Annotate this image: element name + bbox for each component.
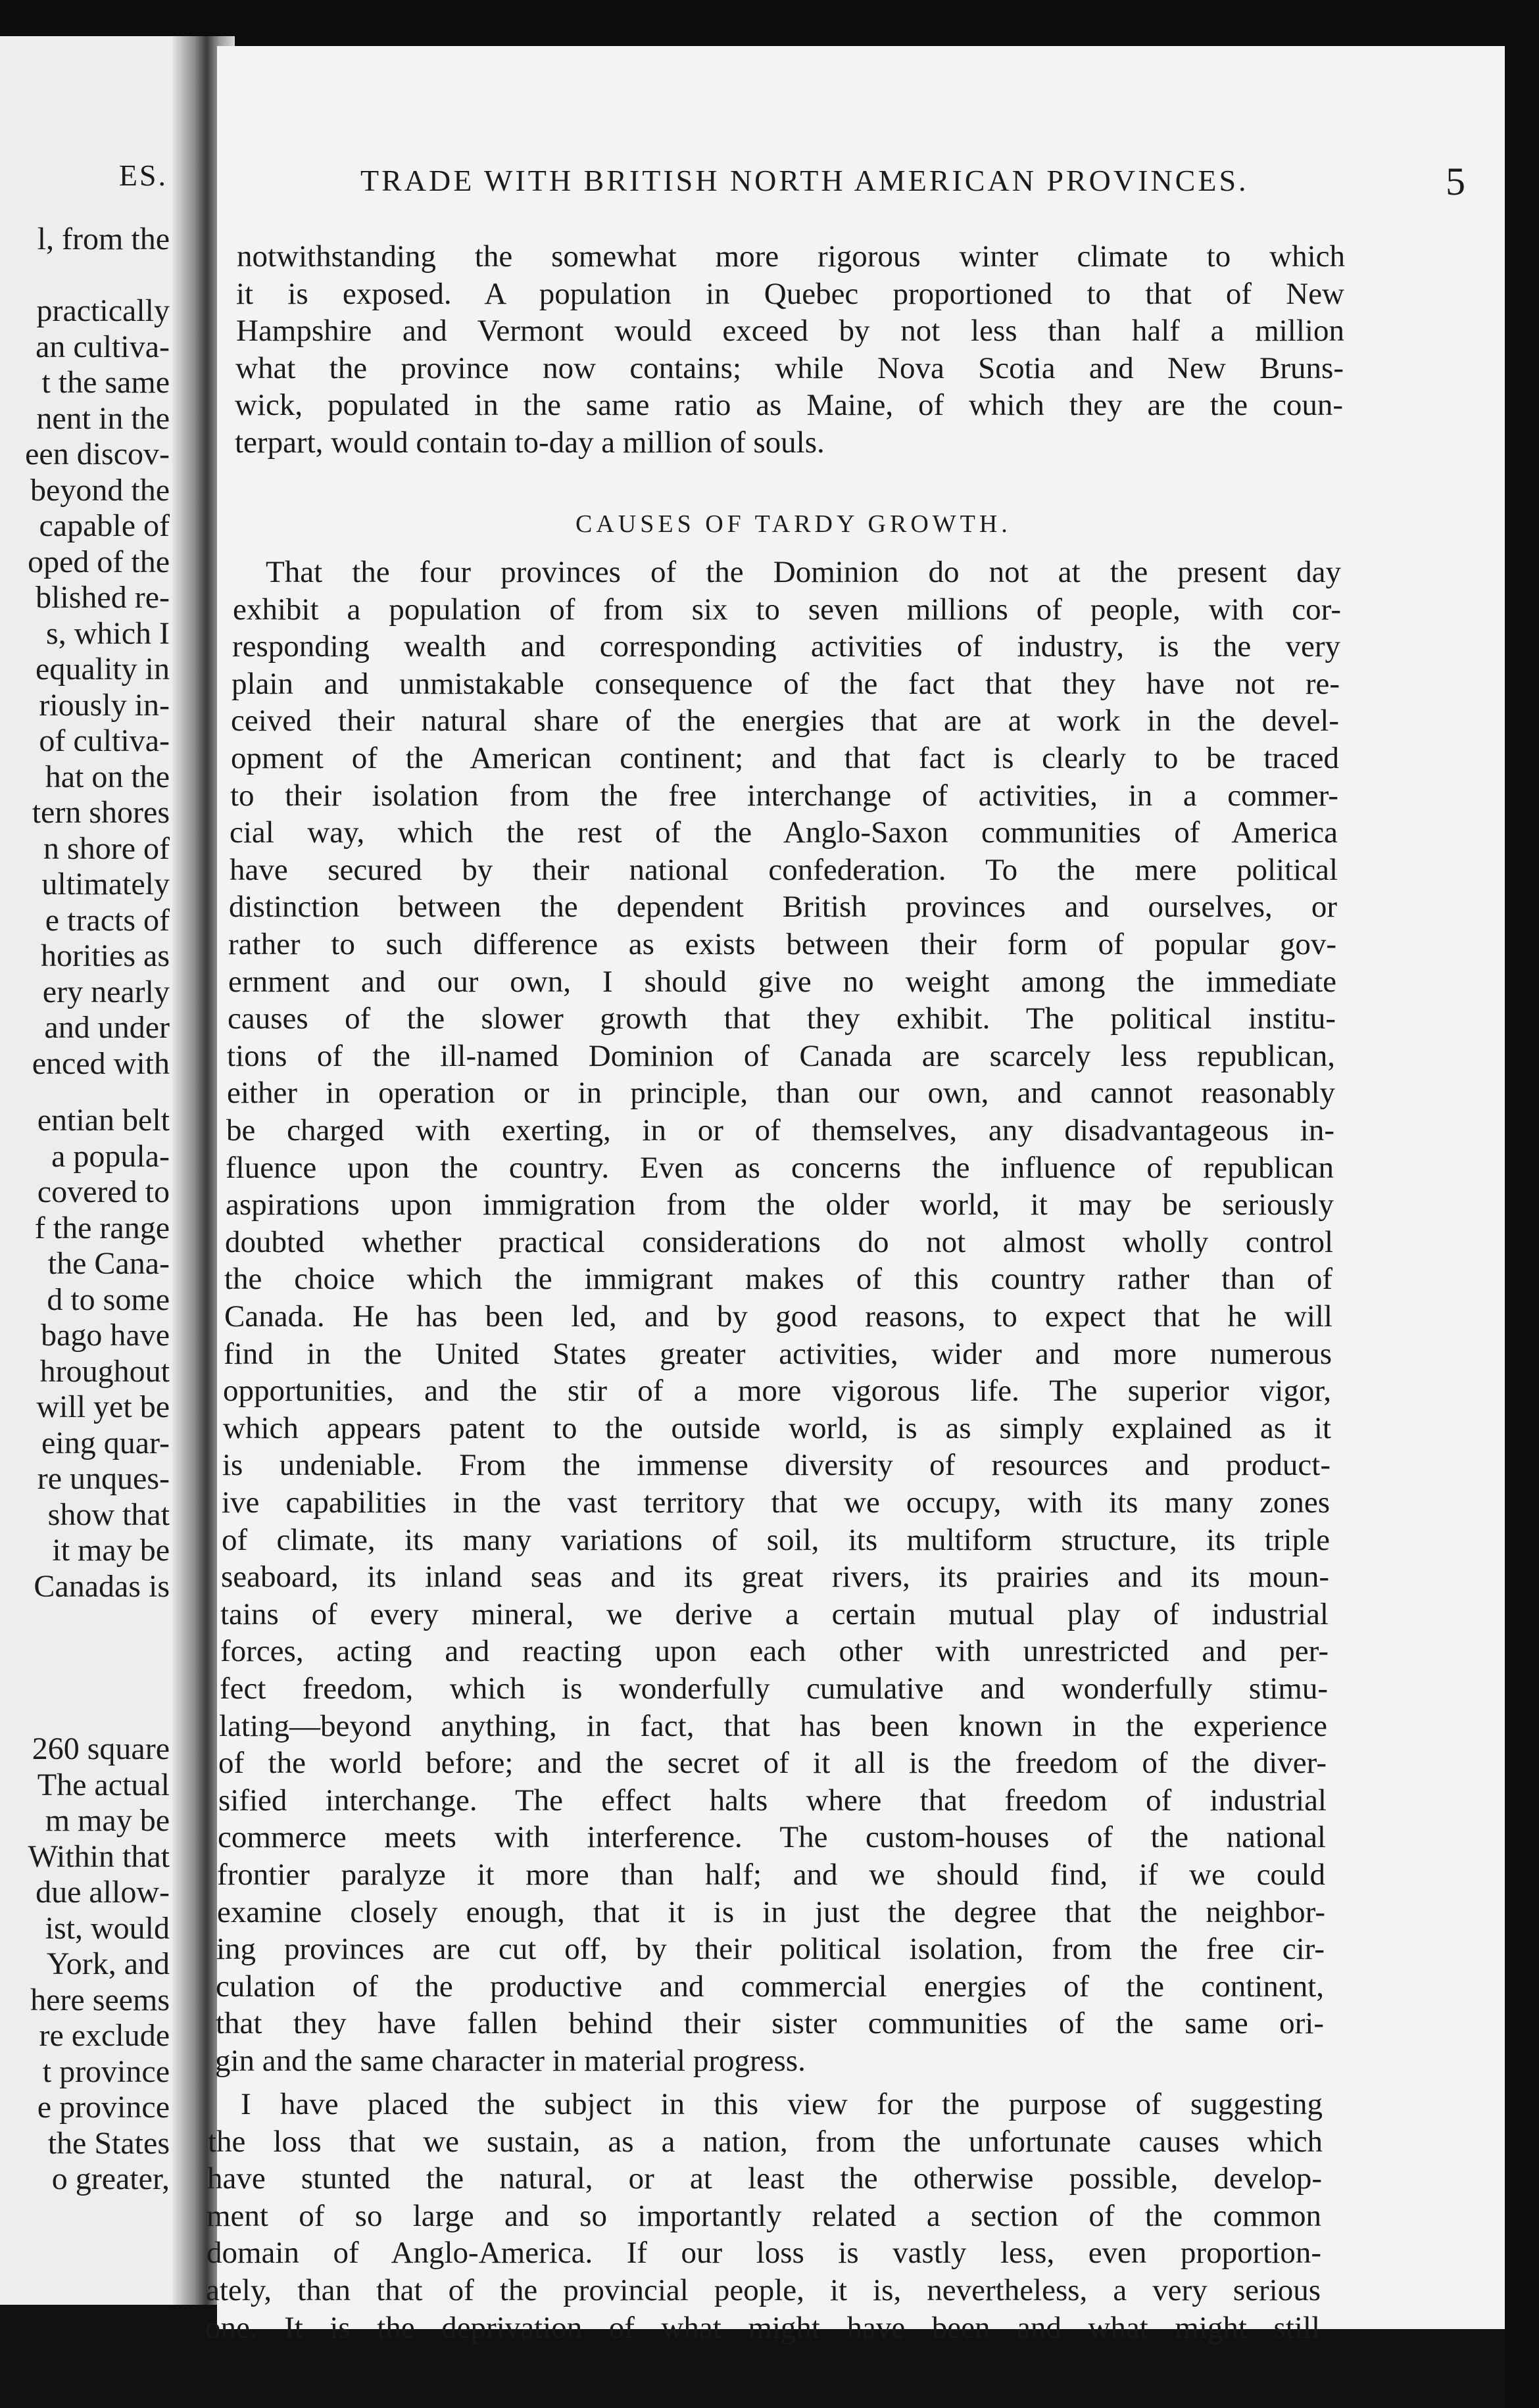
left-text-block-top (0, 222, 170, 1082)
left-text-line: ist, would (45, 1910, 170, 1946)
left-text-line: re unques- (37, 1461, 170, 1496)
text-line: have secured by their national confederation. To the mere political (230, 852, 1338, 887)
text-line: either in operation or in principle, than our own, and cannot reasonably (227, 1076, 1335, 1111)
text-line: I have placed the subject in this view for the purpose of suggesting (241, 2087, 1323, 2121)
text-line: seaboard, its inland seas and its great rivers, its prairies and its moun- (221, 1560, 1329, 1595)
text-line: to their isolation from the free interchange of activities, in a commer- (230, 778, 1338, 813)
text-line: notwithstanding the somewhat more rigorous winter climate to which (237, 239, 1345, 274)
text-line: lating—beyond anything, in fact, that has been known in the experience (219, 1708, 1327, 1743)
left-text-line: an cultiva- (36, 329, 170, 364)
left-text-line: m may be (45, 1803, 170, 1838)
left-text-line: equality in (36, 652, 170, 686)
left-text-line (0, 258, 170, 294)
left-text-line: s, which I (46, 615, 170, 651)
left-text-line: entian belt (37, 1103, 170, 1138)
left-text-line: due allow- (36, 1875, 170, 1910)
left-text-line: horities as (41, 938, 170, 973)
text-line: what the province now contains; while Nova Scotia and New Bruns- (235, 350, 1344, 385)
left-text-line: and under (44, 1010, 170, 1045)
text-line: fect freedom, which is wonderfully cumulative and wonderfully stimu- (220, 1672, 1328, 1706)
text-line: of climate, its many variations of soil, its multiform structure, its triple (222, 1522, 1330, 1557)
text-line: that they have fallen behind their sister communities of the same ori- (216, 2006, 1324, 2041)
text-line: frontier paralyze it more than half; and we should find, if we could (217, 1858, 1325, 1892)
text-line: ately, than that of the provincial people, it is, nevertheless, a very serious (206, 2273, 1321, 2307)
text-line: the choice which the immigrant makes of this country rather than of (224, 1262, 1332, 1297)
left-text-line: eing quar- (41, 1425, 170, 1460)
left-text-line: hat on the (45, 759, 170, 794)
left-text-line: l, from the (37, 222, 170, 256)
text-line: rather to such difference as exists between their form of popular gov- (228, 927, 1336, 961)
left-text-line: e province (37, 2090, 170, 2125)
left-text-line: blished re- (36, 580, 170, 615)
left-text-line: t province (42, 2054, 170, 2089)
text-line: terpart, would contain to-day a million of souls. (235, 425, 825, 460)
text-line: find in the United States greater activities, wider and more numerous (224, 1336, 1332, 1371)
text-line: be charged with exerting, in or of themselves, any disadvantageous in- (226, 1113, 1334, 1147)
left-text-line: beyond the (30, 472, 170, 508)
text-line: it is exposed. A population in Quebec proportioned to that of New (236, 276, 1344, 311)
left-text-line: the States (47, 2125, 170, 2161)
left-text-line: 260 square (32, 1731, 170, 1766)
left-text-line: een discov- (25, 437, 170, 471)
left-text-line: e tracts of (45, 902, 170, 938)
text-line: causes of the slower growth that they exhibit. The political institu- (228, 1001, 1336, 1036)
text-line: have stunted the natural, or at least the otherwise possible, develop- (207, 2161, 1322, 2196)
left-text-line: bago have (41, 1318, 170, 1353)
text-line: exhibit a population of from six to seven millions of people, with cor- (233, 592, 1341, 627)
text-line: sified interchange. The effect halts where that freedom of industrial (218, 1783, 1327, 1818)
text-line: which appears patent to the outside world, is as simply explained as it (223, 1410, 1331, 1445)
left-text-line: capable of (39, 508, 170, 543)
text-line: tains of every mineral, we derive a certain mutual play of industrial (220, 1597, 1329, 1631)
left-text-line: a popula- (51, 1138, 170, 1174)
left-text-line: riously in- (39, 687, 170, 723)
left-text-line: ery nearly (42, 974, 170, 1009)
left-text-line: will yet be (36, 1389, 170, 1424)
text-line: ceived their natural share of the energies that are at work in the devel- (231, 704, 1339, 738)
left-text-line: it may be (52, 1533, 170, 1568)
text-line: distinction between the dependent British provinces and ourselves, or (229, 890, 1337, 925)
left-running-head: ES. (118, 158, 168, 192)
left-text-line: tern shores (32, 795, 170, 830)
text-line: culation of the productive and commercial energies of the continent, (216, 1969, 1324, 2004)
left-text-line: enced with (32, 1046, 170, 1081)
left-text-line: covered to (37, 1174, 170, 1209)
left-text-line: re exclude (39, 2018, 170, 2053)
left-text-line: nent in the (36, 400, 170, 436)
text-line: one. It is the deprivation of what might have been and what might still (205, 2310, 1320, 2345)
left-text-line: f the range (34, 1210, 170, 1245)
text-line: ment of so large and so importantly related a section of the common (207, 2198, 1321, 2233)
text-line: That the four provinces of the Dominion do not at the present day (266, 555, 1341, 589)
text-line: opment of the American continent; and that fact is clearly to be traced (231, 741, 1339, 775)
running-title: TRADE WITH BRITISH NORTH AMERICAN PROVINCES. (360, 164, 1249, 197)
text-line: the loss that we sustain, as a nation, from the unfortunate causes which (208, 2124, 1323, 2159)
left-text-line: the Cana- (47, 1246, 170, 1281)
text-line: of the world before; and the secret of it all is the freedom of the diver- (218, 1746, 1327, 1781)
left-text-line: hroughout (39, 1353, 170, 1389)
left-text-line: The actual (37, 1767, 170, 1802)
left-text-line: Canadas is (34, 1568, 170, 1604)
text-line: is undeniable. From the immense diversity of resources and product- (222, 1448, 1331, 1483)
text-line: wick, populated in the same ratio as Maine, of which they are the coun- (235, 388, 1343, 423)
left-text-line: of cultiva- (39, 723, 170, 758)
text-line: plain and unmistakable consequence of the fact that they have not re- (232, 666, 1340, 701)
running-head (360, 160, 1465, 209)
text-line: aspirations upon immigration from the older world, it may be seriously (226, 1188, 1334, 1222)
text-line: examine closely enough, that it is in just the degree that the neighbor- (217, 1894, 1325, 1929)
text-line: opportunities, and the stir of a more vigorous life. The superior vigor, (223, 1374, 1331, 1409)
left-text-line: o greater, (51, 2161, 170, 2196)
right-page (205, 46, 1505, 2345)
text-line: commerce meets with interference. The custom-houses of the national (218, 1820, 1326, 1855)
page-number: 5 (1446, 160, 1465, 203)
left-text-block-bottom (0, 1731, 170, 2198)
text-line: fluence upon the country. Even as concerns the influence of republican (226, 1150, 1334, 1185)
left-text-line: practically (36, 293, 170, 328)
left-text-line: oped of the (28, 544, 170, 579)
text-line: ive capabilities in the vast territory that we occupy, with its many zones (222, 1485, 1330, 1520)
left-text-line: d to some (47, 1282, 170, 1317)
text-line: Hampshire and Vermont would exceed by not less than half a million (236, 314, 1344, 349)
text-line: domain of Anglo-America. If our loss is vastly less, even proportion- (207, 2236, 1321, 2271)
text-line: Canada. He has been led, and by good reasons, to expect that he will (224, 1299, 1332, 1334)
text-line: gin and the same character in material progress. (215, 2044, 806, 2078)
text-line: forces, acting and reacting upon each other with unrestricted and per- (220, 1634, 1329, 1669)
scan-border-right (1505, 26, 1539, 2408)
left-text-line: n shore of (43, 831, 170, 866)
text-line: tions of the ill-named Dominion of Canada are scarcely less republican, (227, 1038, 1335, 1073)
left-text-block-middle (0, 1103, 170, 1604)
left-text-line: t the same (41, 365, 170, 400)
left-text-line: show that (47, 1497, 170, 1532)
text-line: ing provinces are cut off, by their political isolation, from the free cir- (216, 1932, 1325, 1967)
left-text-line: here seems (30, 1982, 170, 2017)
text-line: cial way, which the rest of the Anglo-Saxon communities of America (230, 815, 1338, 850)
text-line: ernment and our own, I should give no weight among the immediate (228, 964, 1336, 999)
left-text-line: York, and (46, 1946, 170, 1981)
left-text-line: ultimately (41, 867, 170, 902)
left-text-line: Within that (28, 1839, 170, 1874)
text-line: doubted whether practical considerations do not almost wholly control (225, 1224, 1333, 1259)
section-heading: CAUSES OF TARDY GROWTH. (575, 510, 1012, 538)
text-line: responding wealth and corresponding activities of industry, is the very (232, 629, 1340, 664)
